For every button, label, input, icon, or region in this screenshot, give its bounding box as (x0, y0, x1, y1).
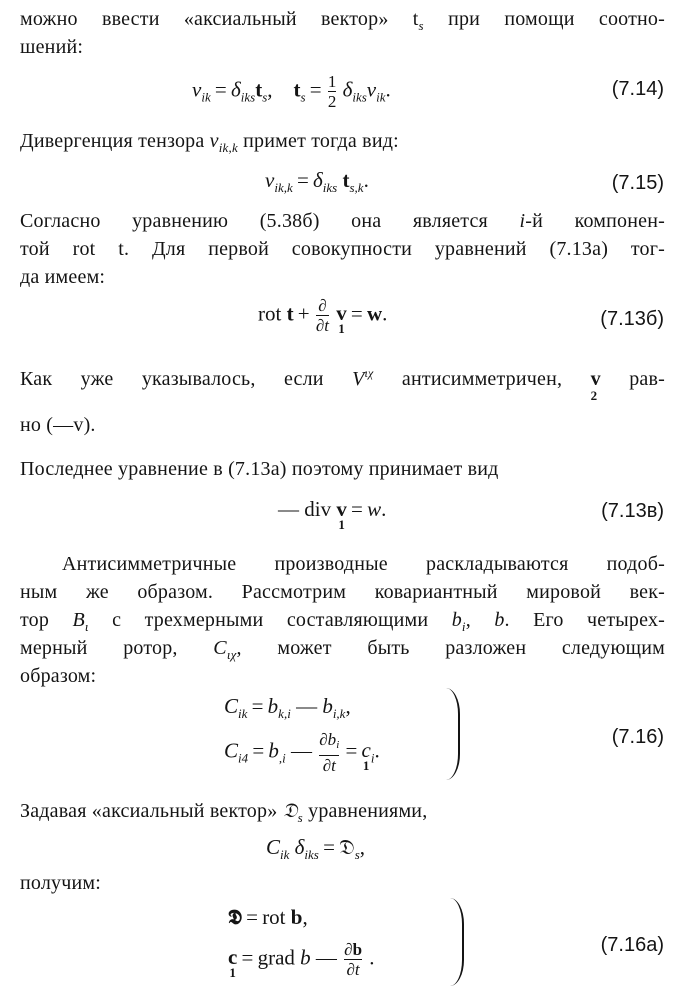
paragraph-text: антисимметричен, (401, 368, 563, 390)
paragraph-text: мерный ротор, (20, 637, 178, 659)
text-line (20, 266, 105, 289)
text-line: Как уже указывалось, если $V^{\iota\chi}$ антисимметричен, v 2 рав- (20, 366, 665, 403)
text-line: мерный ротор, $C_{\iota\chi}$, может быть разложен следующим (20, 637, 666, 662)
equation-axial-vector: $C_{ik}$ $\delta_{iks}$ = 𝔇$_s$, (266, 835, 366, 862)
equation-7-16a-line1: 𝕯 = rot b, (228, 904, 308, 929)
text-line (20, 458, 499, 481)
equation-number: (7.15) (611, 172, 664, 194)
paragraph-text: ным же образом. Рассмотрим ковариантный мировой век- (20, 581, 665, 603)
equation-number: (7.14) (611, 78, 664, 100)
text-line (20, 581, 665, 604)
paragraph-text: Как уже указывалось, если (20, 368, 324, 390)
text-line (20, 36, 83, 59)
paragraph-text: можно ввести «аксиальный вектор» t (20, 8, 419, 30)
equation-number: (7.16а) (600, 934, 664, 956)
paragraph-text: с трехмерными составляющими (112, 609, 429, 631)
equation-7-16a-line2: c 1 = grad b — $\frac{\partial b}{\partial t}$ . (228, 940, 375, 981)
paragraph-text: да имеем: (20, 266, 106, 288)
text-line: можно ввести «аксиальный вектор» $t_s$ при помощи соотно- (20, 8, 665, 33)
paragraph-text: примет тогда вид: (243, 130, 399, 152)
text-line (20, 872, 101, 895)
paragraph-text: тор (20, 609, 50, 631)
equation-number: (7.13б) (600, 308, 664, 330)
paragraph-text: получим: (20, 872, 101, 894)
text-line: Согласно уравнению (5.38б) она является i-й компонен- (20, 210, 665, 232)
text-line (62, 553, 665, 576)
equation-number: (7.16) (611, 726, 664, 748)
right-brace (448, 898, 464, 986)
paragraph-text: Дивергенция тензора (20, 130, 205, 152)
text-line (20, 238, 665, 261)
paragraph-text: Антисимметричные производные раскладываются подоб- (62, 553, 665, 575)
text-line (20, 414, 96, 437)
equation-7-16-line2: $C_{i4} = b_{,i}$ — $\frac{\partial b_i}{\partial t}$ = c 1 $_i$. (224, 730, 380, 775)
paragraph-text: . Его четырех- (504, 609, 666, 631)
text-line: тор $B_\iota$ с трехмерными составляющими $b_i$, b. Его четырех- (20, 609, 666, 634)
equation-number: (7.13в) (601, 500, 664, 522)
equation-7-13v: — div v 1 = w. (278, 497, 387, 532)
equation-7-14: $v_{ik} = \delta_{iks}t_s$, $t_s$ = $\frac{1}{2}$ $\delta_{iks}v_{ik}$. (192, 72, 391, 111)
paragraph-text: , может быть разложен следующим (236, 637, 666, 659)
paragraph-text: но (—v). (20, 414, 96, 436)
paragraph-text: той rot t. Для первой совокупности уравнений (7.13а) тог- (20, 238, 665, 260)
equation-7-13b: rot t + $\frac{\partial}{\partial t}$ v 1 = w. (258, 296, 388, 337)
paragraph-text: Согласно уравнению (5.38б) она является (20, 210, 488, 232)
equation-7-16-line1: $C_{ik} = b_{k,i}$ — $b_{i,k}$, (224, 694, 351, 721)
paragraph-text: Последнее уравнение в (7.13а) поэтому принимает вид (20, 458, 499, 480)
paragraph-text: шений: (20, 36, 84, 58)
right-brace (444, 688, 460, 780)
paragraph-text: образом: (20, 665, 97, 687)
paragraph-text: рав- (629, 368, 665, 390)
equation-7-15: $v_{ik,k} = \delta_{iks}$ $t_{s,k}$. (265, 168, 369, 195)
text-line: Дивергенция тензора $v_{ik,k}$ примет тогда вид: (20, 130, 399, 155)
paragraph-text: -й компонен- (525, 210, 665, 232)
paragraph-text: при помощи соотно- (423, 8, 665, 30)
text-line: Задавая «аксиальный вектор» 𝔇$_s$ уравнениями, (20, 798, 428, 825)
paragraph-text: уравнениями, (308, 800, 428, 822)
text-line (20, 665, 96, 688)
paragraph-text: Задавая «аксиальный вектор» (20, 800, 278, 822)
